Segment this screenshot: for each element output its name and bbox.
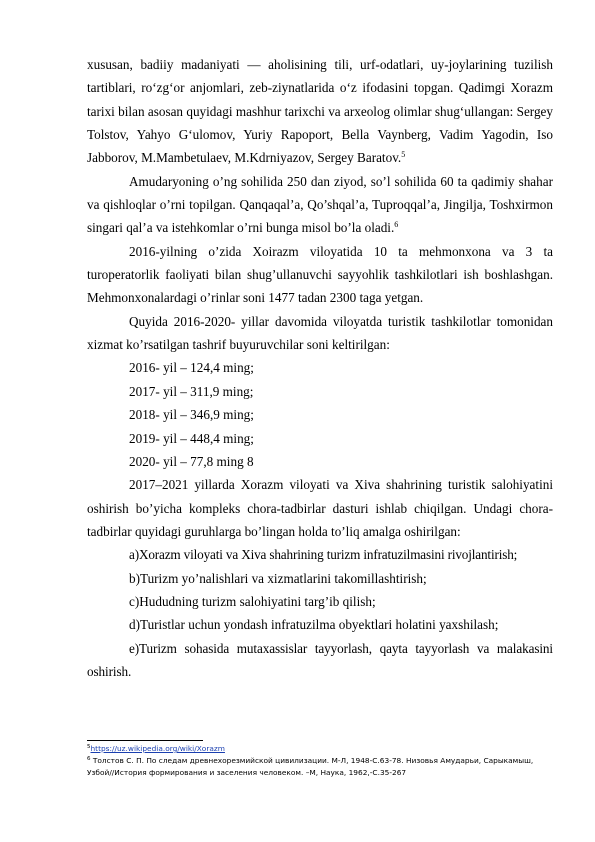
footnotes (87, 743, 553, 779)
body-text (87, 53, 553, 683)
footnote-5: $^5$https://uz.wikipedia.org/wiki/Xorazm (87, 744, 225, 753)
list-item-year: 2020- yil – 77,8 ming 8 (129, 453, 254, 469)
footnote-6: $^6$ Толстов С. П. По следам древнехорезмийской цивилизации. М-Л, 1948-С.63-78. Низовья Амударьи, Сарыкамыш, Узбой//История формирования и заселения человеком. –М, Наука, 1962,-С.35-267 (87, 756, 534, 777)
list-item-measure: a)Xorazm viloyati va Xiva shahrining turizm infratuzilmasini rivojlantirish; (129, 547, 518, 563)
paragraph-artistic-culture: xususan, badiiy madaniyati — aholisining tili, urf-odatlari, uy-joylarining tuzilish tartiblari, ro‘zg‘or anjomlari, zeb-ziynatlarida o‘z ifodasini topgan. Qadimgi Xorazm tarixi bilan asosan quyidagi mashhur tarixchi va arxeolog olimlar shug‘ullangan: Sergey Tolstov, Yahyo G‘ulomov, Yuriy Rapoport, Bella Vaynberg, Vadim Yagodin, Iso Jabborov, M.Mambetulaev, M.Kdrniyazov, Sergey Baratov.$^5$ (87, 57, 553, 166)
footnote-link-wikipedia[interactable]: https://uz.wikipedia.org/wiki/Xorazm (90, 744, 225, 753)
list-item-year: 2018- yil – 346,9 ming; (129, 407, 254, 423)
footnote-ref-6[interactable]: 6 (394, 220, 399, 230)
list-item-year: 2017- yil – 311,9 ming; (129, 383, 254, 399)
list-item-measure: b)Turizm yo’nalishlari va xizmatlarini takomillashtirish; (129, 570, 427, 586)
footnote-separator (87, 740, 203, 741)
paragraph-hotels-2016: 2016-yilning o’zida Xoirazm viloyatida 10 ta mehmonxona va 3 ta turoperatorlik faoliyati bilan shug’ullanuvchi sayyohlik tashkilotlari ish boshlashgan. Mehmonxonalardagi o’rinlar soni 1477 tadan 2300 taga yetgan. (87, 243, 553, 306)
footnote-ref-5[interactable]: 5 (401, 150, 406, 160)
list-item-measure: e)Turizm sohasida mutaxassislar tayyorlash, qayta tayyorlash va malakasini oshirish. (87, 640, 553, 679)
list-item-measure: d)Turistlar uchun yondash infratuzilma obyektlari holatini yaxshilash; (129, 617, 499, 633)
list-item-year: 2019- yil – 448,4 ming; (129, 430, 254, 446)
list-item-year: 2016- yil – 124,4 ming; (129, 360, 254, 376)
paragraph-amudarya-cities: Amudaryoning o’ng sohilida 250 dan ziyod, so’l sohilida 60 ta qadimiy shahar va qishloqlar o’rni topilgan. Qanqaqal’a, Qo’shqal’a, Tuproqqal’a, Jingilja, Toshxirmon singari qal’a va istehkomlar o’rni bunga misol bo’la oladi.$^6$ (87, 173, 553, 236)
paragraph-visitors-intro: Quyida 2016-2020- yillar davomida viloyatda turistik tashkilotlar tomonidan xizmat ko’rsatilgan tashrif buyuruvchilar soni keltirilgan: (87, 313, 553, 353)
paragraph-program-2017-2021: 2017–2021 yillarda Xorazm viloyati va Xiva shahrining turistik salohiyatini oshirish bo’yicha kompleks chora-tadbirlar dasturi ishlab chiqilgan. Undagi chora-tadbirlar quyidagi guruhlarga bo’lingan holda to’liq amalga oshirilgan: (87, 477, 553, 539)
list-item-measure: c)Hududning turizm salohiyatini targ’ib qilish; (129, 593, 376, 609)
